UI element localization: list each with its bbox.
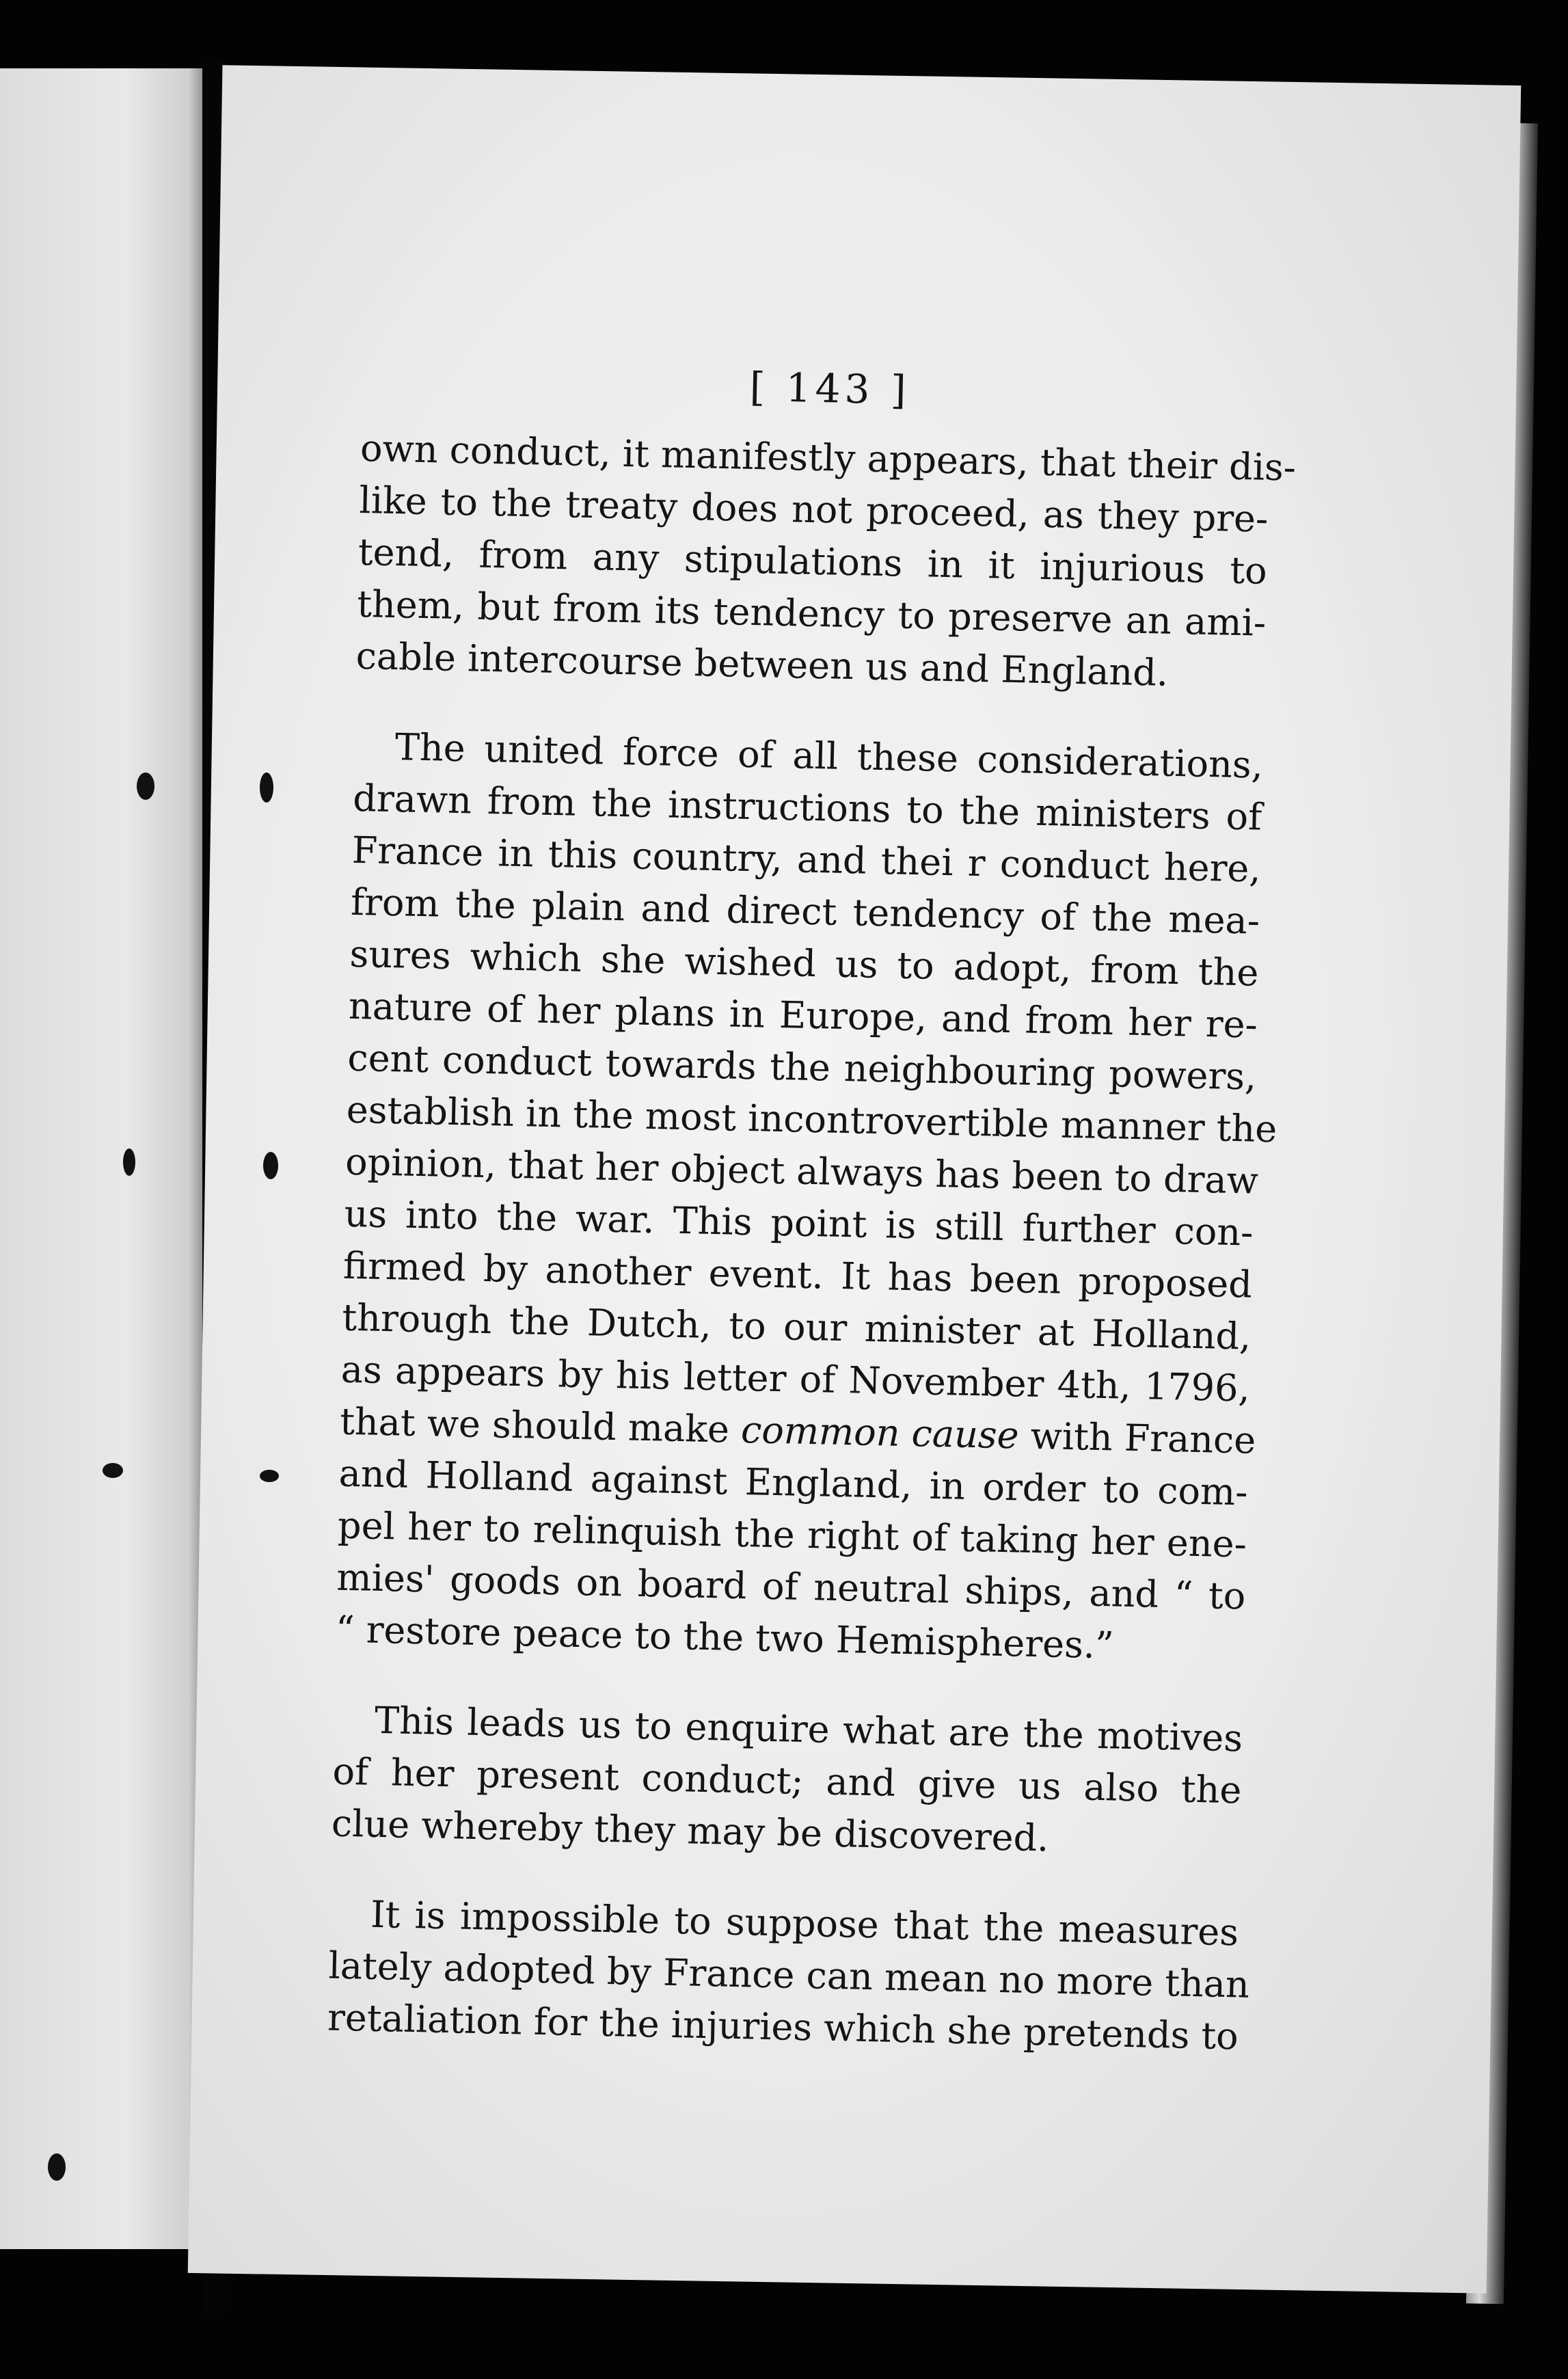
text-line: them, but from its tendency to preserve an ami- [356, 582, 1267, 645]
text-line: as appears by his letter of November 4th, 1796, [340, 1347, 1251, 1410]
text-line: retaliation for the injuries which she pretends to [327, 1995, 1239, 2058]
text-line: France in this country, and thei r conduct here, [351, 828, 1262, 891]
facing-page-left [0, 68, 205, 2249]
text-line: mies' goods on board of neutral ships, and “ to [336, 1555, 1246, 1618]
text-line: tend, from any stipulations in it injurious to [357, 530, 1268, 593]
ink-speck [263, 1152, 278, 1179]
text-line: of her present conduct; and give us also the [332, 1749, 1242, 1812]
ink-speck [123, 1148, 135, 1176]
italic-phrase: common cause [740, 1408, 1020, 1457]
body-paragraphs [327, 422, 1297, 2062]
text-line: through the Dutch, to our minister at Holland, [341, 1295, 1252, 1358]
text-line: cent conduct towards the neighbouring powers, [347, 1036, 1257, 1099]
text-line: pel her to relinquish the right of taking her ene- [337, 1503, 1247, 1566]
paragraph [355, 422, 1297, 701]
text-line: clue whereby they may be discovered. [331, 1801, 1049, 1860]
page-number-header: [ 143 ] [749, 363, 911, 414]
text-line: firmed by another event. It has been proposed [342, 1244, 1253, 1306]
ink-speck [103, 1463, 123, 1478]
text-line: The united force of all these considerations, [394, 725, 1264, 787]
text-line: This leads us to enquire what are the motives [374, 1698, 1243, 1760]
ink-speck [137, 772, 154, 800]
text-line: lately adopted by France can mean no more than [328, 1944, 1250, 2006]
text-line: opinion, that her object always has been to draw [344, 1140, 1259, 1202]
paragraph [327, 1888, 1250, 2063]
ink-speck [260, 772, 273, 803]
text-line: drawn from the instructions to the ministers of [352, 776, 1262, 839]
text-line: us into the war. This point is still further con- [344, 1192, 1254, 1254]
page-text [326, 355, 1297, 2101]
text-line: from the plain and direct tendency of the mea- [350, 880, 1260, 943]
text-line: cable intercourse between us and England. [355, 634, 1169, 695]
text-line: It is impossible to suppose that the measures [370, 1892, 1239, 1954]
ink-speck [48, 2153, 66, 2181]
text-line: establish in the most incontrovertible manner the [346, 1088, 1278, 1151]
text-line: “ restore peace to the two Hemispheres.” [335, 1607, 1115, 1667]
text-line: like to the treaty does not proceed, as they pre- [358, 478, 1269, 541]
text-line: and Holland against England, in order to com- [338, 1451, 1249, 1514]
text-line: own conduct, it manifestly appears, that their dis- [360, 426, 1297, 489]
text-line: nature of her plans in Europe, and from her re- [348, 984, 1258, 1047]
text-line: that we should make common cause with France [339, 1399, 1256, 1462]
text-line: sures which she wished us to adopt, from the [349, 932, 1260, 995]
ink-speck [260, 1470, 279, 1482]
paragraph [331, 1694, 1243, 1869]
paragraph [335, 721, 1278, 1675]
